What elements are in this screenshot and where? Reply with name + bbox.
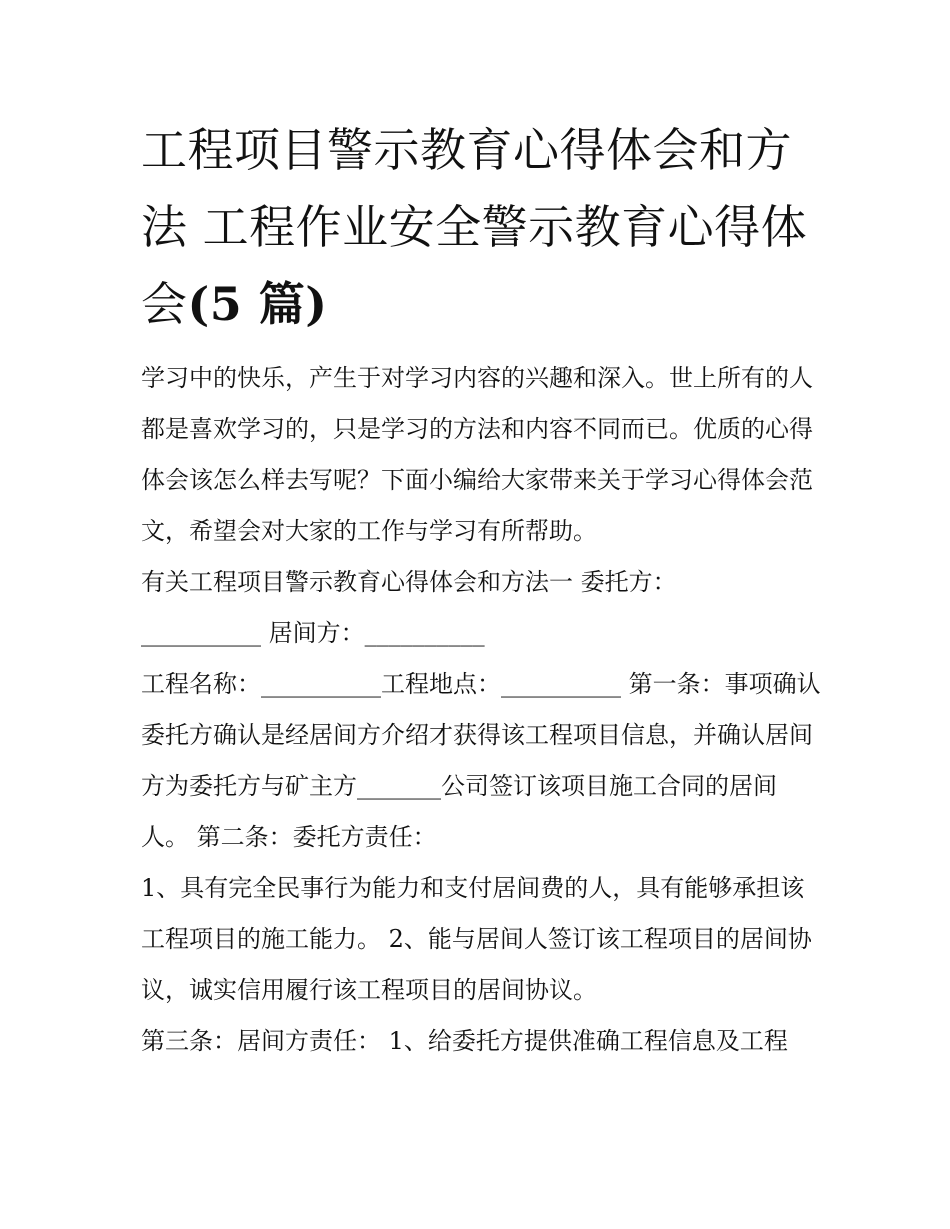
parties-line: __________ 居间方：__________ — [141, 619, 485, 647]
clause-paragraph: 委托方确认是经居间方介绍才获得该工程项目信息，并确认居间方为委托方与矿主方_______公司签订该项目施工合同的居间人。 第二条：委托方责任： — [141, 721, 813, 851]
document-title: 工程项目警示教育心得体会和方法 工程作业安全警示教育心得体会(5 篇) — [141, 123, 808, 331]
project-info-line: 工程名称：__________工程地点：__________ 第一条：事项确认 — [141, 670, 821, 698]
intro-paragraph: 学习中的快乐，产生于对学习内容的兴趣和深入。世上所有的人都是喜欢学习的，只是学习的方法和内容不同而已。优质的心得体会该怎么样去写呢？下面小编给大家带来关于学习心得体会范文，希望会对大家的工作与学习有所帮助。 — [141, 364, 813, 545]
section-heading: 有关工程项目警示教育心得体会和方法一 委托方： — [141, 568, 677, 596]
clause-paragraph: 1、具有完全民事行为能力和支付居间费的人，具有能够承担该工程项目的施工能力。 2、能与居间人签订该工程项目的居间协议，诚实信用履行该工程项目的居间协议。 — [141, 874, 812, 1004]
document-page — [141, 112, 821, 1067]
clause-paragraph: 第三条：居间方责任： 1、给委托方提供准确工程信息及工程 — [141, 1027, 788, 1055]
